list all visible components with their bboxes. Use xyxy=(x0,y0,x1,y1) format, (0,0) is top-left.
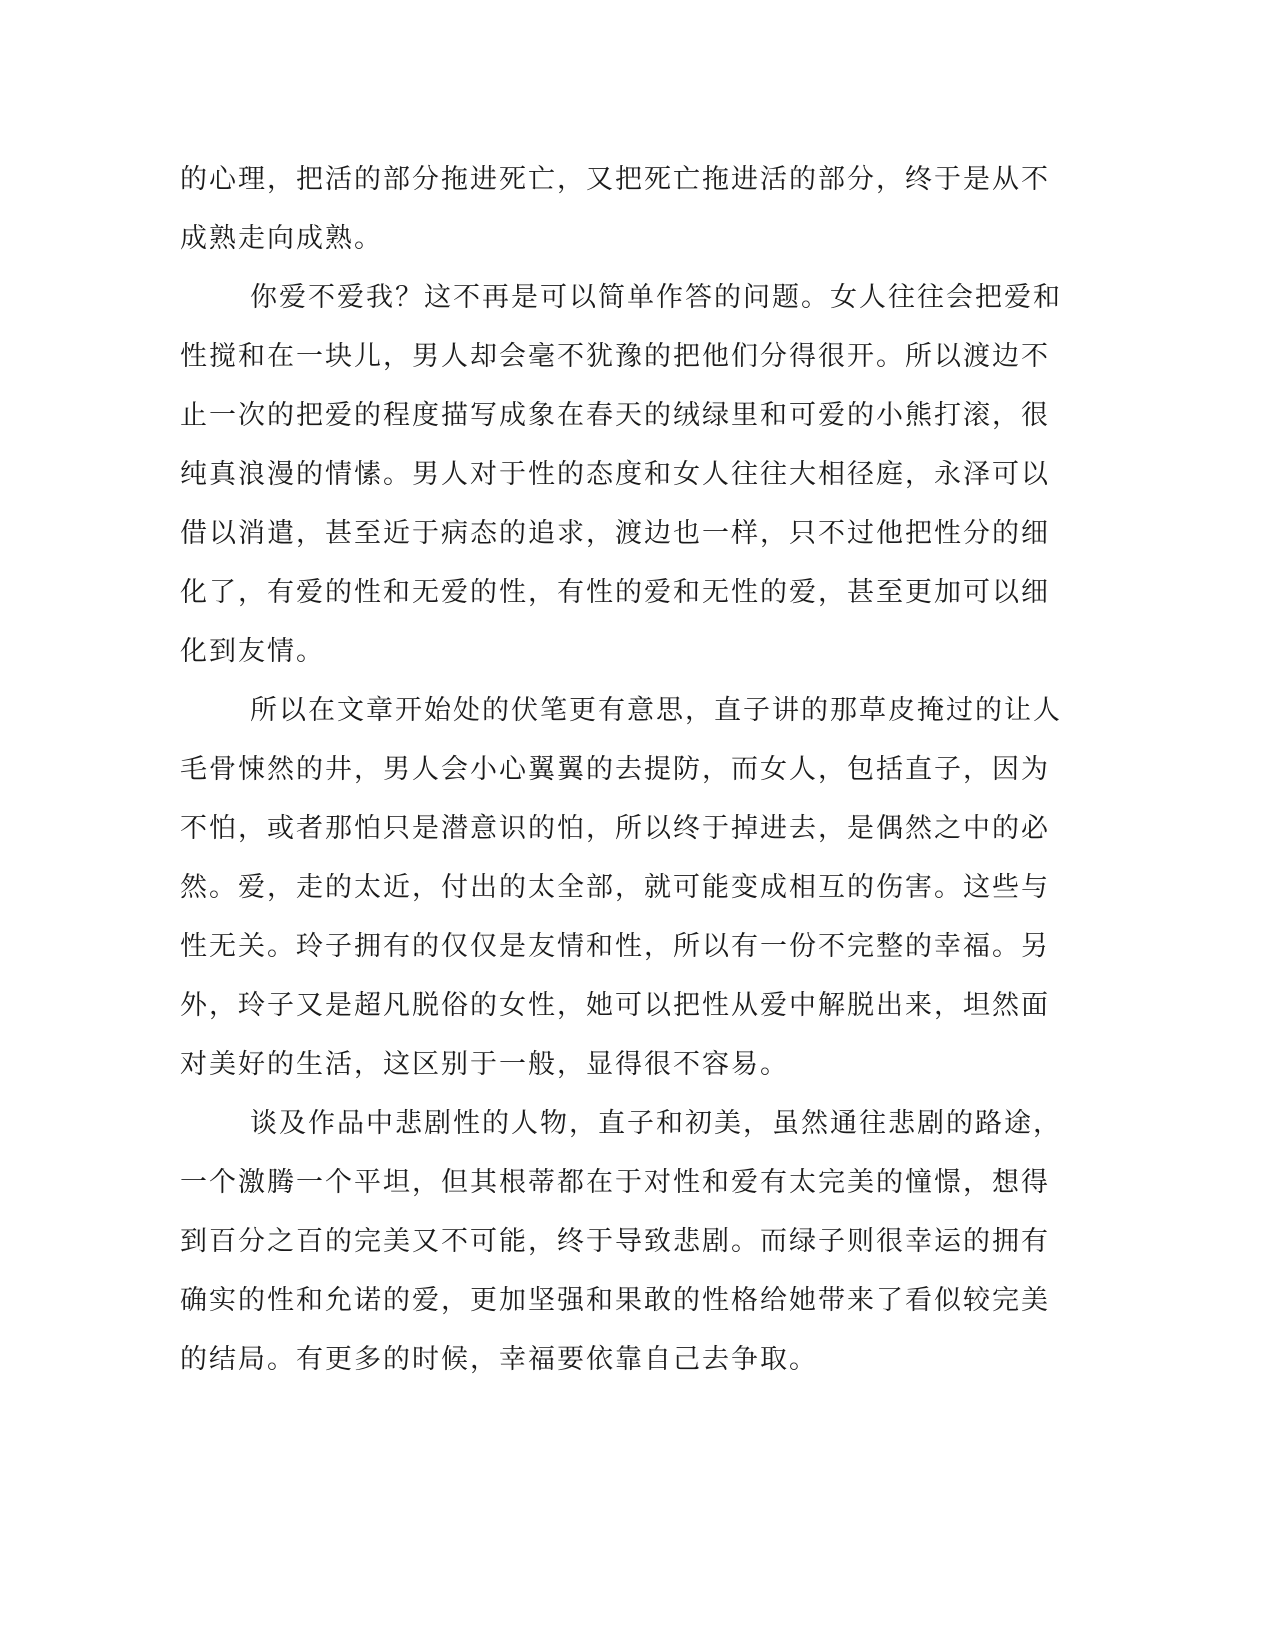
paragraph-2 xyxy=(180,268,1062,681)
text-line: 的结局。有更多的时候，幸福要依靠自己去争取。 xyxy=(180,1344,818,1375)
text-line: 成熟走向成熟。 xyxy=(180,223,383,254)
text-line: 对美好的生活，这区别于一般，显得很不容易。 xyxy=(180,1049,789,1080)
text-line: 化了，有爱的性和无爱的性，有性的爱和无性的爱，甚至更加可以细 xyxy=(180,577,1050,608)
text-line: 止一次的把爱的程度描写成象在春天的绒绿里和可爱的小熊打滚，很 xyxy=(180,400,1050,431)
text-line: 所以在文章开始处的伏笔更有意思，直子讲的那草皮掩过的让人 xyxy=(250,695,1062,726)
body-text xyxy=(180,150,1062,1389)
text-line: 性搅和在一块儿，男人却会毫不犹豫的把他们分得很开。所以渡边不 xyxy=(180,341,1050,372)
text-line: 你爱不爱我？这不再是可以简单作答的问题。女人往往会把爱和 xyxy=(250,282,1062,313)
text-line: 然。爱，走的太近，付出的太全部，就可能变成相互的伤害。这些与 xyxy=(180,872,1050,903)
paragraph-3 xyxy=(180,681,1062,1094)
paragraph-4 xyxy=(180,1094,1062,1389)
text-line: 不怕，或者那怕只是潜意识的怕，所以终于掉进去，是偶然之中的必 xyxy=(180,813,1050,844)
text-line: 毛骨悚然的井，男人会小心翼翼的去提防，而女人，包括直子，因为 xyxy=(180,754,1050,785)
text-line: 谈及作品中悲剧性的人物，直子和初美，虽然通往悲剧的路途， xyxy=(250,1108,1062,1139)
text-line: 外，玲子又是超凡脱俗的女性，她可以把性从爱中解脱出来，坦然面 xyxy=(180,990,1050,1021)
text-line: 到百分之百的完美又不可能，终于导致悲剧。而绿子则很幸运的拥有 xyxy=(180,1226,1050,1257)
text-line: 确实的性和允诺的爱，更加坚强和果敢的性格给她带来了看似较完美 xyxy=(180,1285,1050,1316)
text-line: 一个激腾一个平坦，但其根蒂都在于对性和爱有太完美的憧憬，想得 xyxy=(180,1167,1050,1198)
text-line: 借以消遣，甚至近于病态的追求，渡边也一样，只不过他把性分的细 xyxy=(180,518,1050,549)
text-line: 化到友情。 xyxy=(180,636,325,667)
text-line: 纯真浪漫的情愫。男人对于性的态度和女人往往大相径庭，永泽可以 xyxy=(180,459,1050,490)
text-line: 性无关。玲子拥有的仅仅是友情和性，所以有一份不完整的幸福。另 xyxy=(180,931,1050,962)
text-line: 的心理，把活的部分拖进死亡，又把死亡拖进活的部分，终于是从不 xyxy=(180,164,1050,195)
paragraph-1 xyxy=(180,150,1050,268)
